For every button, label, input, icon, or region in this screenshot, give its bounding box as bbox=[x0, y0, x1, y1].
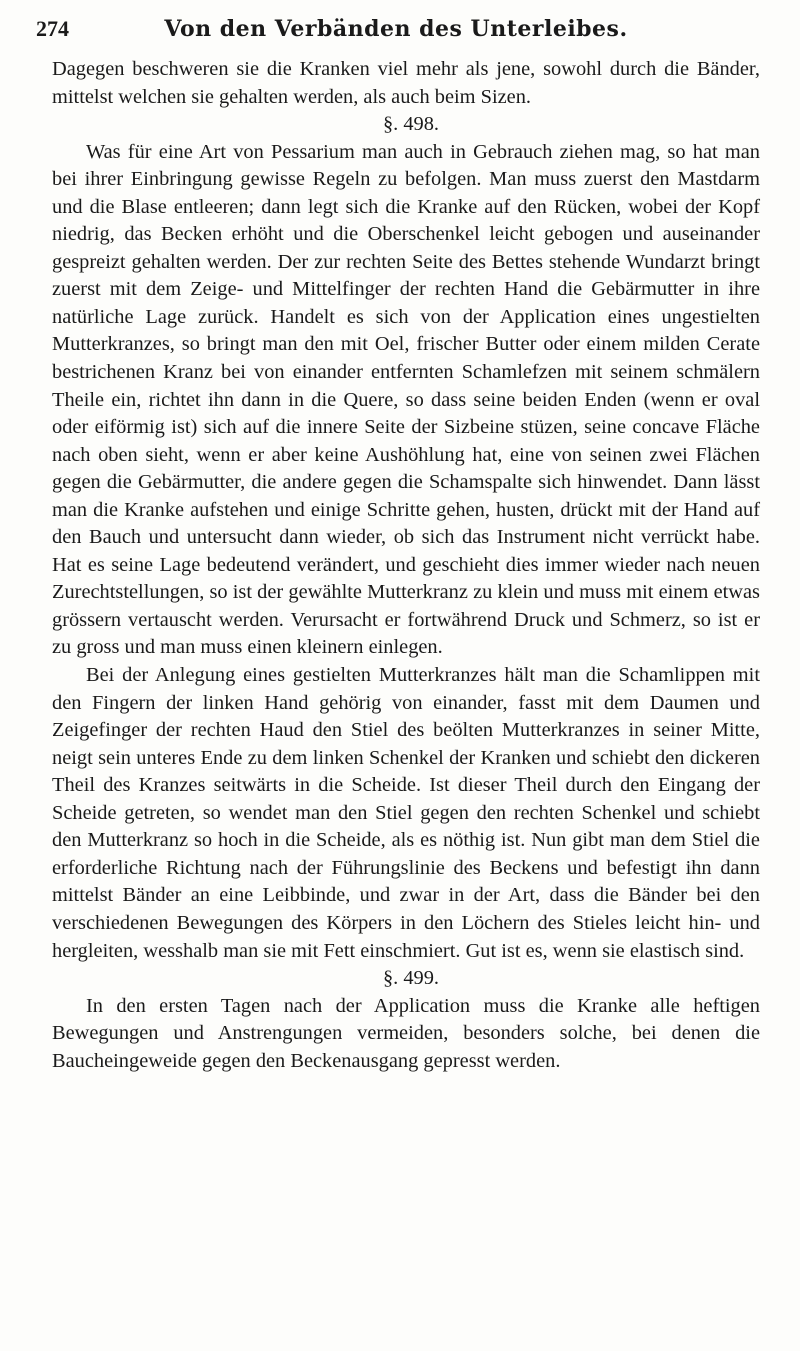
page-number: 274 bbox=[36, 16, 69, 41]
section-heading-498: §. 498. bbox=[382, 113, 440, 136]
paragraph-pessarium-insertion: Was für eine Art von Pessarium man auch in Gebrauch ziehen mag, so hat man bei ihrer Einbringung gewisse Regeln zu befolgen. Man muss zuerst den Mastdarm und die Blase entleeren; dann legt sich die Kranke auf den Rücken, wobei der Kopf niedrig, das Becken erhöht und die Oberschenkel leicht gebogen und auseinander gespreizt gehalten werden. Der zur rechten Seite des Bettes stehende Wundarzt bringt zuerst mit dem Zeige- und Mittelfinger der rechten Hand die Gebärmutter in ihre natürliche Lage zurück. Handelt es sich von der Application eines ungestielten Mutterkranzes, so bringt man den mit Oel, frischer Butter oder einem milden Cerate bestrichenen Kranz bei von einander entfernten Schamlefzen mit seinem schmälern Theile ein, richtet ihn dann in die Quere, so dass seine beiden Enden (wenn er oval oder eiförmig ist) sich auf die innere Seite der Sizbeine stüzen, seine concave Fläche nach oben sieht, wenn er aber keine Aushöhlung hat, eine von seinen zwei Flächen gegen die Gebärmutter, die andere gegen die Schamspalte sich hinwendet. Dann lässt man die Kranke aufstehen und einige Schritte gehen, husten, drückt mit der Hand auf den Bauch und untersucht dann wieder, ob sich das Instrument nicht verrückt habe. Hat es seine Lage bedeutend verändert, und geschieht dies immer wieder nach neuen Zurechtstellungen, so ist der gewählte Mutterkranz zu klein und muss mit einem etwas grössern vertauscht werden. Verursacht er fortwährend Druck und Schmerz, so ist er zu gross und man muss einen kleinern einlegen. bbox=[52, 140, 760, 659]
body-text bbox=[52, 56, 760, 1075]
running-head: Von den Verbänden des Unterleibes. bbox=[164, 16, 628, 42]
paragraph-stalked-pessary: Bei der Anlegung eines gestielten Mutterkranzes hält man die Schamlippen mit den Fingern der linken Hand gehörig von einander, fasst mit dem Daumen und Zeigefinger der rechten Haud den Stiel des beölten Mutterkranzes in seiner Mitte, neigt sein unteres Ende zu dem linken Schenkel der Kranken und schiebt den dickeren Theil des Kranzes seitwärts in die Scheide. Ist dieser Theil durch den Eingang der Scheide getreten, so wendet man den Stiel gegen den rechten Schenkel und schiebt den Mutterkranz so hoch in die Scheide, als es nöthig ist. Nun gibt man dem Stiel die erforderliche Richtung nach der Führungslinie des Beckens und befestigt ihn dann mittelst Bänder an eine Leibbinde, und zwar in der Art, dass die Bänder bei den verschiedenen Bewegungen des Körpers in den Löchern des Stieles leicht hin- und hergleiten, wesshalb man sie mit Fett einschmiert. Gut ist es, wenn sie elastisch sind. bbox=[52, 664, 760, 962]
section-heading-499: §. 499. bbox=[382, 967, 440, 990]
paragraph-continuation: Dagegen beschweren sie die Kranken viel mehr als jene, sowohl durch die Bänder, mittelst welchen sie gehalten werden, als auch beim Sizen. bbox=[52, 58, 760, 108]
page-header bbox=[36, 16, 756, 48]
paragraph-aftercare: In den ersten Tagen nach der Application muss die Kranke alle heftigen Bewegungen und Anstrengungen vermeiden, besonders solche, bei denen die Baucheingeweide gegen den Beckenausgang gepresst werden. bbox=[52, 994, 760, 1072]
